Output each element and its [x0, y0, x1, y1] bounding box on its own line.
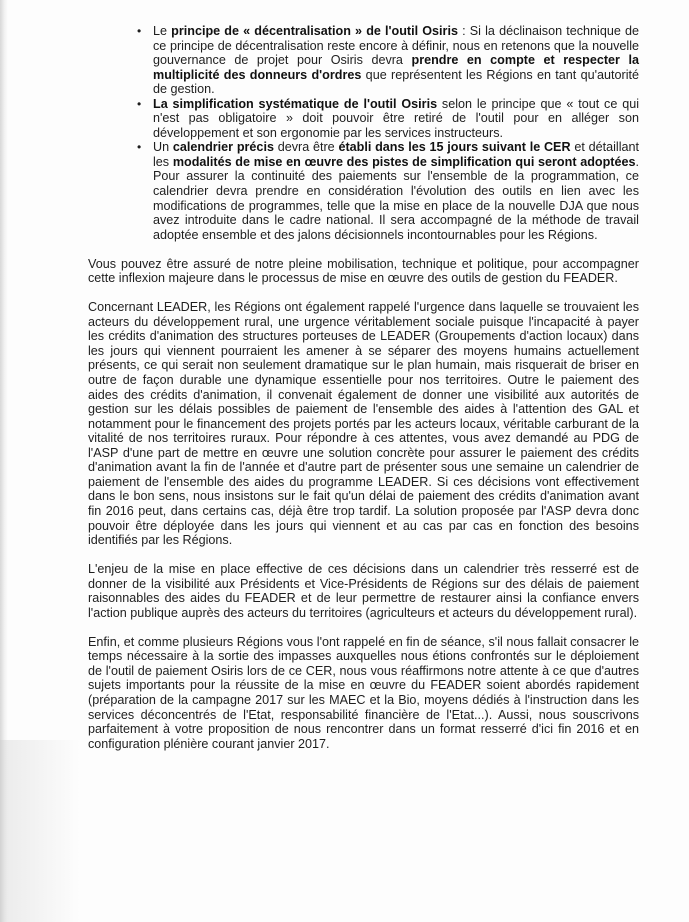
bullet-item-decentralisation [137, 24, 640, 97]
bullet-item-simplification [137, 96, 639, 141]
bold-segment: calendrier précis [172, 140, 274, 155]
bullet-list [88, 24, 639, 242]
bullet-icon: • [137, 96, 142, 111]
bold-segment: modalités de mise en œuvre des pistes de simplification qui seront adoptées [172, 154, 636, 169]
text-segment: . Pour assurer la continuité des paiements sur l'ensemble de la programmation, ce calendrier devra prendre en considération l'évolution des outils en lien avec les modifications de programmes, telle que la mise en place de la nouvelle DJA que nous avez introduite dans le cadre national. Il sera accompagné de la méthode de travail adoptée ensemble et des jalons décisionnels incontournables pour les Régions. [153, 154, 639, 242]
paragraph-enfin: Enfin, et comme plusieurs Régions vous l'ont rappelé en fin de séance, s'il nous fallait consacrer le temps nécessaire à la sortie des impasses auxquelles nous étions confrontés sur le déploiement de l'outil de paiement Osiris lors de ce CER, nous vous réaffirmons notre attente à ce que d'autres sujets importants pour la réussite de la mise en œuvre du FEADER soient abordés rapidement (préparation de la campagne 2017 sur les MAEC et la Bio, moyens dédiés à l'instruction dans les services déconcentrés de l'Etat, responsabilité financière de l'Etat...). Aussi, nous souscrivons parfaitement à votre proposition de nous rencontrer dans un format resserré d'ici fin 2016 et en configuration plénière courant janvier 2017. [88, 634, 639, 751]
text-segment: : Si la déclinaison technique de ce principe de décentralisation reste encore à définir, nous en retenons que la nouvelle gouvernance de projet pour Osiris devra [153, 24, 640, 68]
scan-shadow [0, 740, 80, 922]
bullet-text [153, 97, 639, 140]
text-segment: que représentent les Régions en tant qu'autorité de gestion. [153, 67, 640, 97]
bullet-text [153, 24, 639, 96]
text-segment: devra être [273, 140, 339, 155]
document-page [88, 24, 639, 751]
bullet-text [153, 140, 639, 241]
bullet-icon: • [137, 140, 142, 155]
bold-segment: prendre en compte et respecter la multiplicité des donneurs d'ordres [153, 53, 640, 82]
bullet-icon: • [137, 24, 142, 38]
paragraph-leader: Concernant LEADER, les Régions ont également rappelé l'urgence dans laquelle se trouvaient les acteurs du développement rural, une urgence véritablement sociale puisque l'incapacité à payer les crédits d'animation des structures porteuses de LEADER (Groupements d'action locaux) dans les jours qui viennent pourraient les amener à se séparer des moyens humains actuellement présents, ce qui serait non seulement dramatique sur le plan humain, mais risquerait de briser en outre de façon durable une dynamique essentielle pour nos territoires. Outre le paiement des aides des crédits d'animation, il convenait également de donner une visibilité aux autorités de gestion sur les délais possibles de paiement de l'ensemble des aides à l'attention des GAL et notamment pour le financement des projets portés par les acteurs locaux, véritable carburant de la vitalité de nos territoires ruraux. Pour répondre à ces attentes, vous avez demandé au PDG de l'ASP d'une part de mettre en œuvre une solution concrète pour assurer le paiement des crédits d'animation avant la fin de l'année et d'autre part de présenter sous une semaine un calendrier de paiement de l'ensemble des aides du programme LEADER. Si ces décisions vont effectivement dans le bon sens, nous insistons sur le fait qu'un délai de paiement des crédits d'animation avant fin 2016 peut, dans certains cas, déjà être trop tardif. La solution proposée par l'ASP devra donc pouvoir être déployée dans les jours qui viennent et au cas par cas en fonction des besoins identifiés par les Régions. [88, 300, 639, 548]
bold-segment: principe de « décentralisation » de l'outil Osiris [171, 24, 458, 38]
paragraph-mobilisation: Vous pouvez être assuré de notre pleine mobilisation, technique et politique, pour accompagner cette inflexion majeure dans le processus de mise en œuvre des outils de gestion du FEADER. [88, 256, 639, 286]
text-segment: Le [153, 24, 172, 38]
paragraph-enjeu: L'enjeu de la mise en place effective de ces décisions dans un calendrier très resserré est de donner de la visibilité aux Présidents et Vice-Présidents de Régions sur des délais de paiement raisonnables des aides du FEADER et de leur permettre de restaurer ainsi la confiance envers l'action publique auprès des acteurs du territoires (agriculteurs et acteurs du développement rural). [88, 562, 639, 620]
bold-segment: La simplification systématique de l'outil Osiris [153, 96, 438, 111]
bullet-item-calendrier [137, 140, 639, 242]
text-segment: selon le principe que « tout ce qui n'est pas obligatoire » doit pouvoir être retiré de l'outil pour en alléger son développement et son ergonomie par les services instructeurs. [153, 96, 639, 140]
bold-segment: établi dans les 15 jours suivant le CER [338, 140, 571, 155]
text-segment: Un [153, 140, 173, 155]
text-segment: et détaillant les [153, 140, 639, 169]
